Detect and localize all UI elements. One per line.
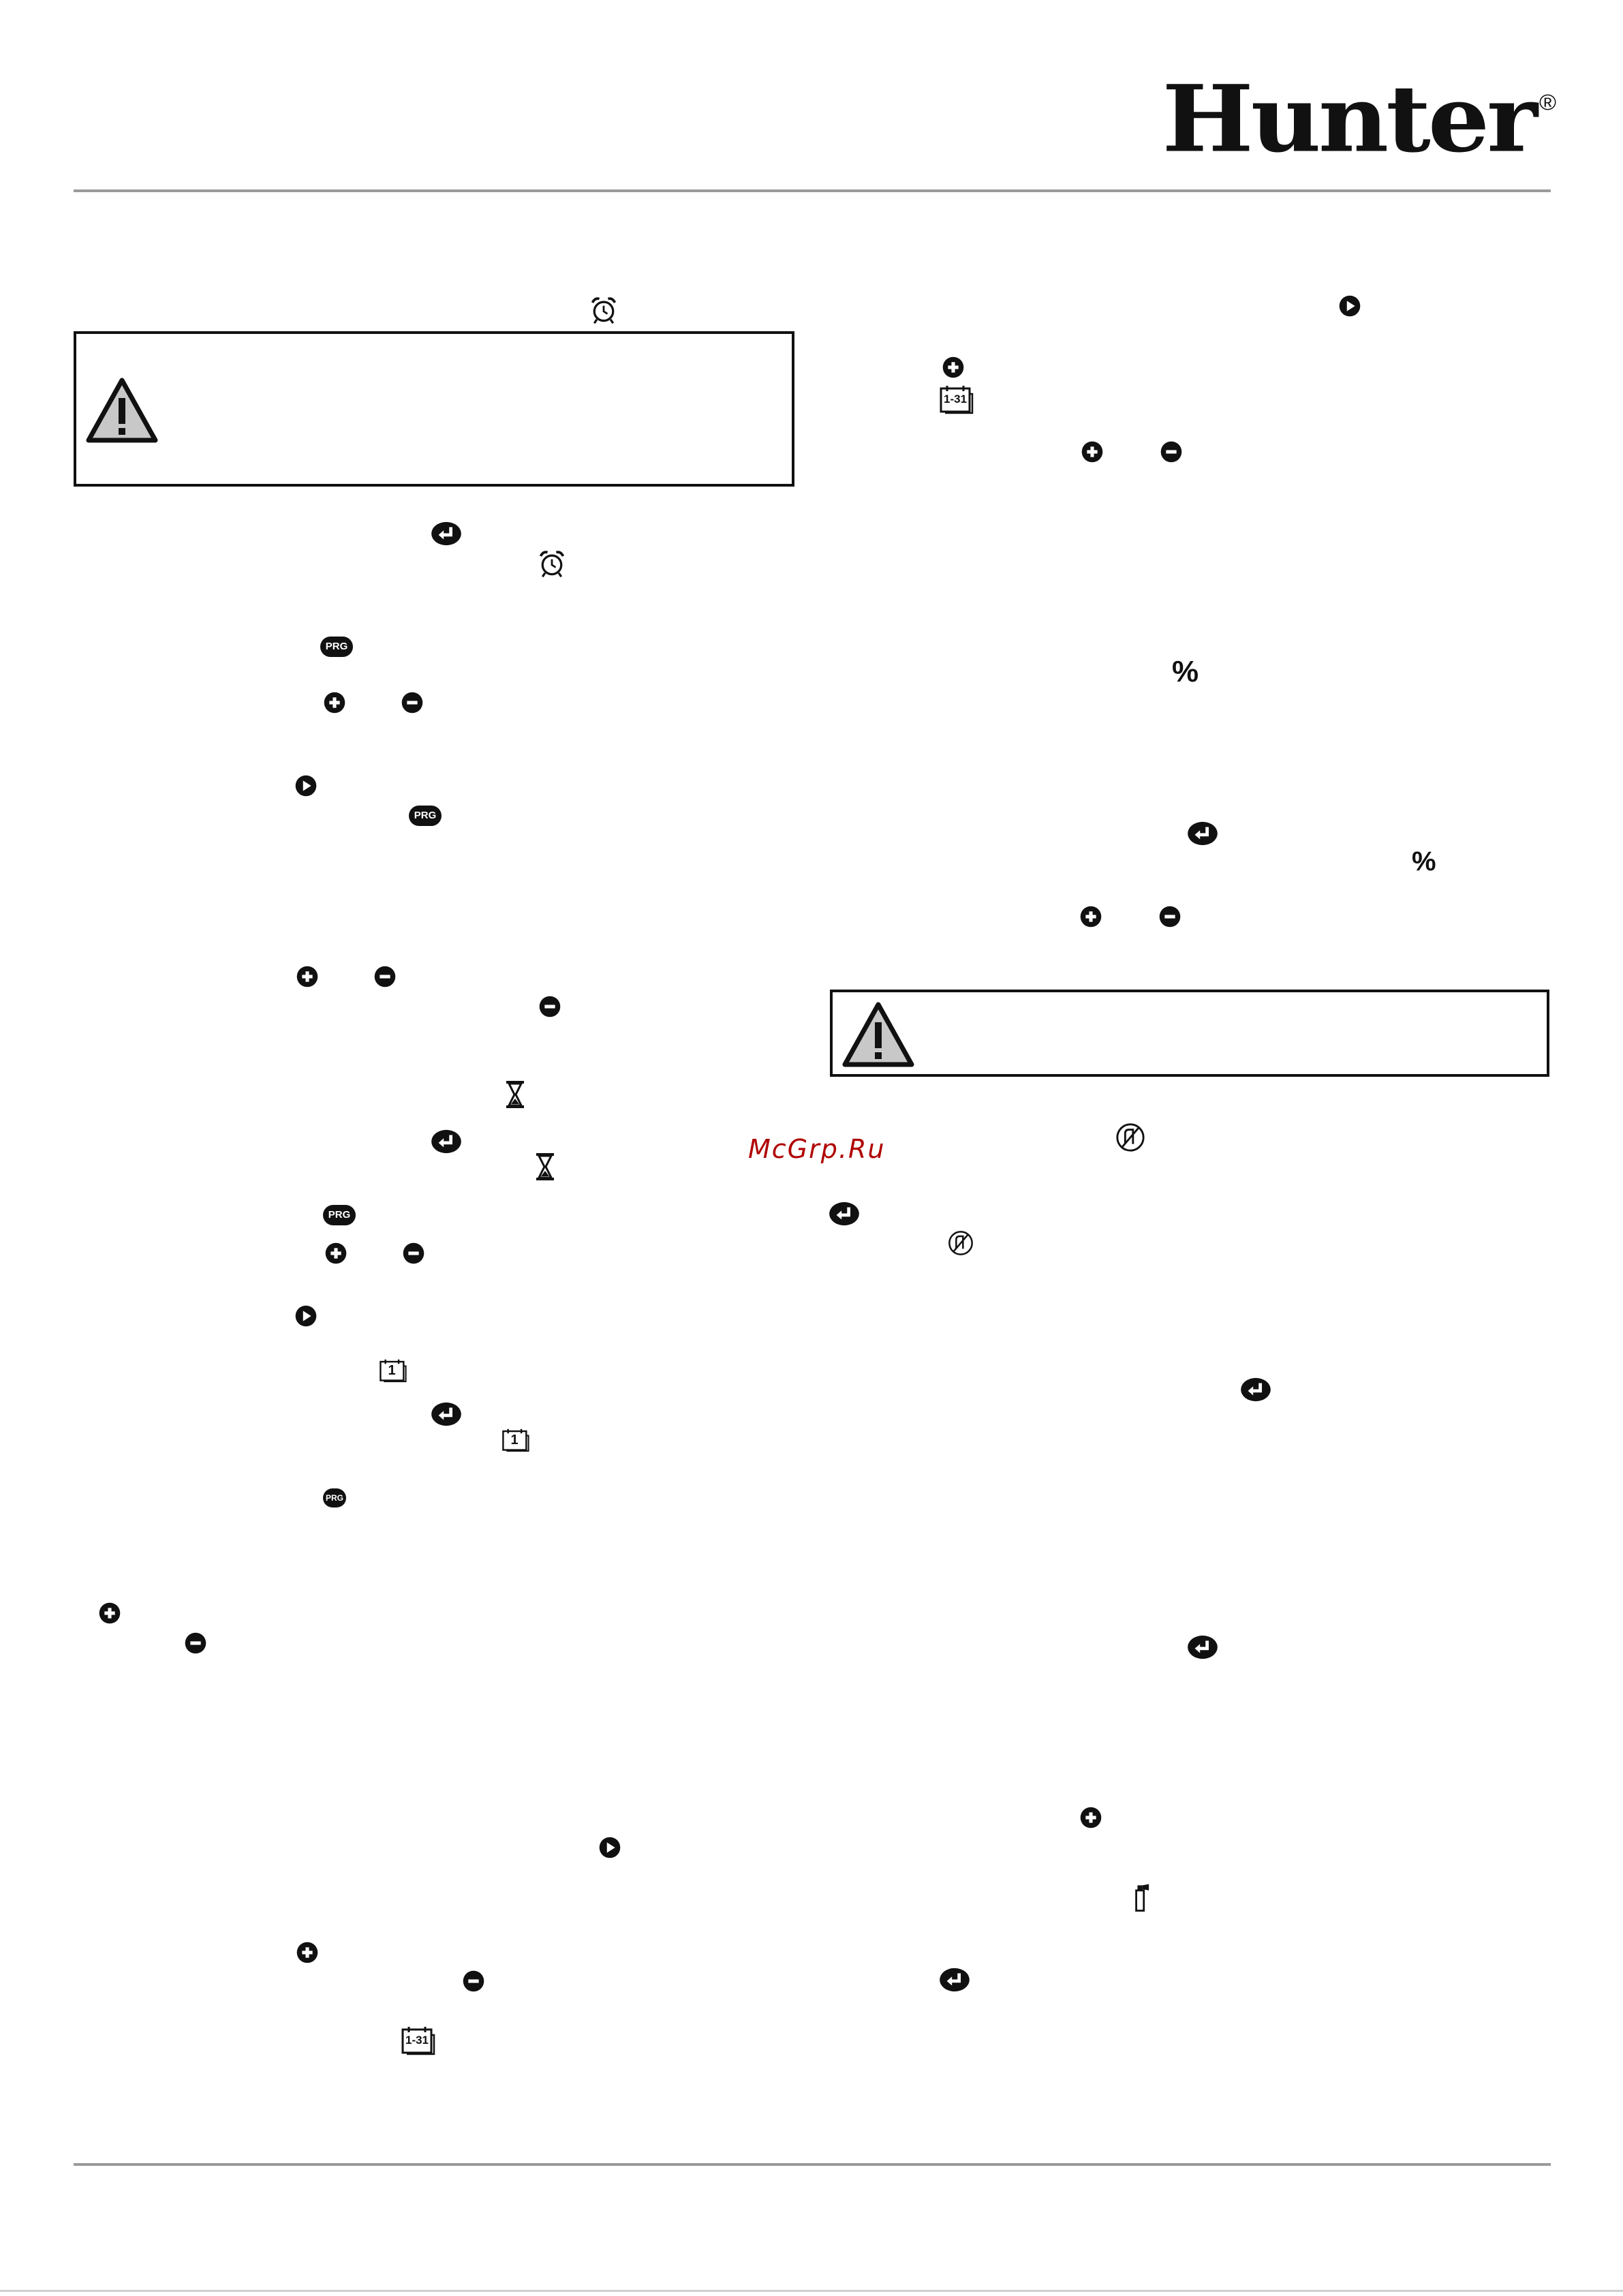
prg-button-icon xyxy=(320,637,353,657)
prg-label: PRG xyxy=(325,641,348,652)
enter-button-icon xyxy=(939,1967,970,1993)
arrow-right-button-icon xyxy=(294,774,318,797)
plus-button-icon xyxy=(296,965,319,988)
header-rule xyxy=(74,189,1551,192)
brand-name: Hunter xyxy=(1162,65,1535,173)
plus-button-icon xyxy=(1079,1806,1102,1829)
minus-button-icon xyxy=(462,1970,485,1993)
minus-button-icon xyxy=(401,691,424,714)
watermark-text: McGrp.Ru xyxy=(748,1134,886,1164)
prg-button-icon xyxy=(409,806,442,826)
scan-edge xyxy=(0,2290,1623,2292)
enter-button-icon xyxy=(1240,1377,1271,1403)
plus-button-icon xyxy=(296,1941,319,1964)
plus-button-icon xyxy=(1079,905,1102,928)
rain-sensor-off-icon xyxy=(947,1229,974,1257)
minus-button-icon xyxy=(538,995,561,1018)
percent-icon: % xyxy=(1172,655,1199,688)
calendar-day-label: 1 xyxy=(510,1433,519,1448)
calendar-1-31-label: 1-31 xyxy=(943,393,968,405)
minus-button-icon xyxy=(1160,440,1183,463)
minus-button-icon xyxy=(1158,905,1181,928)
minus-button-icon xyxy=(373,965,397,988)
plus-button-icon xyxy=(1081,440,1104,463)
prg-label: PRG xyxy=(414,810,437,821)
hourglass-icon xyxy=(534,1152,556,1182)
brand-logo xyxy=(1162,65,1554,173)
alarm-clock-icon xyxy=(589,294,619,326)
minus-button-icon xyxy=(184,1632,207,1655)
warning-box-right xyxy=(830,990,1549,1077)
plus-button-icon xyxy=(324,1242,347,1265)
enter-button-icon xyxy=(1187,1634,1218,1660)
calendar-1-31-icon xyxy=(939,384,974,414)
calendar-day-icon xyxy=(379,1355,407,1386)
hourglass-icon xyxy=(504,1080,526,1109)
plus-button-icon xyxy=(98,1602,121,1625)
percent-icon: % xyxy=(1412,846,1436,876)
minus-button-icon xyxy=(402,1242,425,1265)
calendar-1-31-label: 1-31 xyxy=(405,2034,429,2047)
prg-label: PRG xyxy=(328,1209,351,1221)
prg-label: PRG xyxy=(325,1493,343,1503)
prg-button-icon xyxy=(323,1205,356,1225)
footer-rule xyxy=(74,2163,1551,2166)
calendar-day-label: 1 xyxy=(388,1363,396,1378)
plus-button-icon xyxy=(942,356,965,379)
arrow-right-button-icon xyxy=(598,1836,621,1859)
plus-button-icon xyxy=(323,691,346,714)
warning-box-top xyxy=(74,331,794,487)
alarm-clock-icon xyxy=(537,548,567,579)
arrow-right-button-icon xyxy=(294,1304,318,1328)
prg-button-icon xyxy=(323,1488,346,1507)
warning-triangle-icon xyxy=(841,1000,916,1069)
rain-sensor-off-icon xyxy=(1115,1122,1146,1153)
enter-button-icon xyxy=(431,1401,462,1427)
enter-button-icon xyxy=(431,1129,462,1154)
master-valve-icon xyxy=(1132,1882,1150,1914)
enter-button-icon xyxy=(431,521,462,547)
warning-triangle-icon xyxy=(84,376,159,444)
calendar-day-icon xyxy=(501,1424,530,1456)
registered-mark: ® xyxy=(1539,90,1554,115)
arrow-right-button-icon xyxy=(1338,294,1361,318)
enter-button-icon xyxy=(829,1201,860,1227)
calendar-1-31-icon xyxy=(401,2025,436,2055)
enter-button-icon xyxy=(1187,821,1218,846)
